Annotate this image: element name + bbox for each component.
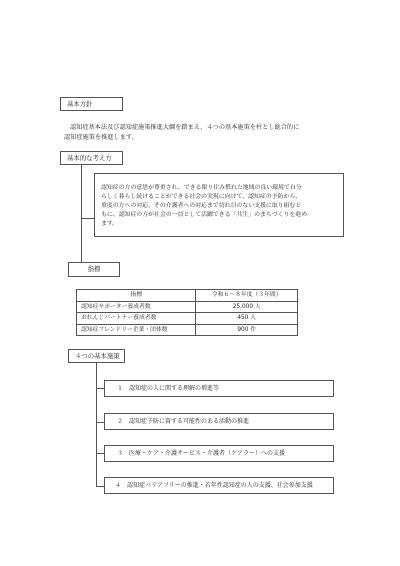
indicator-name: おれんじパートナー養成者数	[77, 313, 196, 325]
basic-policy-heading-box	[60, 97, 123, 111]
intro-line-1: 認知症基本法及び認知症施策推進大綱を踏まえ、４つの基本施策を柱とし総合的に	[70, 124, 300, 131]
table-header-row	[77, 290, 298, 302]
indicators-table-wrap	[76, 289, 298, 335]
table-row	[77, 324, 298, 336]
indicator-value: 900 件	[196, 324, 298, 336]
indicator-name: 認知症サポーター養成者数	[77, 301, 196, 313]
policy-connector-line	[96, 422, 104, 423]
policy-item-2	[104, 413, 334, 430]
basic-concept-heading-box	[60, 151, 123, 165]
policy-label: ２ 認知症予防に資する可能性のある活動の推進	[117, 418, 250, 425]
column-header: 令和６～８年度（３年間）	[196, 290, 298, 302]
indicators-heading: 指標	[87, 265, 101, 273]
concept-line: らしく暮らし続けることができる社会の実現に向けて、認知症の予防から、	[101, 194, 302, 200]
policy-connector-line	[96, 486, 104, 487]
policy-label: １ 認知症の人に関する理解の増進等	[117, 385, 220, 392]
column-header: 指標	[77, 290, 196, 302]
indicators-heading-box	[68, 262, 120, 277]
table-row	[77, 301, 298, 313]
policy-connector-line	[96, 453, 104, 454]
intro-line-2: 認知症施策を推進します。	[64, 133, 138, 141]
indicator-name: 認知症フレンドリー企業・団体数	[77, 324, 196, 336]
indicator-value: 25,000 人	[196, 301, 298, 313]
policy-item-3	[104, 445, 334, 462]
indicators-table	[76, 289, 298, 336]
connector-line	[81, 218, 94, 219]
concept-line: 認知症の方の意思が尊重され、できる限り住み慣れた地域の良い環境で自分	[101, 185, 302, 191]
connector-line	[81, 165, 82, 262]
four-policies-heading-box	[68, 349, 125, 363]
policy-label: ３ 医療・ケア・介護サービス・介護者（ケアラー）への支援	[117, 450, 286, 457]
policy-item-4	[104, 477, 334, 494]
policy-label: ４ 認知症バリアフリーの推進・若年性認知症の人の支援、社会参加支援	[115, 482, 313, 489]
basic-policy-intro	[64, 123, 370, 142]
basic-concept-heading: 基本的な考え方	[67, 154, 112, 162]
indicator-value: 450 人	[196, 313, 298, 325]
policy-connector-line	[96, 363, 97, 486]
concept-line: もに、認知症の方が社会の一員として活躍できる「共生」のまちづくりを進め	[101, 212, 308, 218]
policy-item-1	[104, 380, 334, 397]
four-policies-heading: ４つの基本施策	[75, 352, 120, 360]
policy-connector-line	[96, 388, 104, 389]
table-row	[77, 313, 298, 325]
concept-line: 重度の方への対応、その介護者への対応まで切れ目のない支援に取り組むと	[101, 203, 302, 209]
basic-concept-box	[94, 173, 344, 237]
basic-policy-heading: 基本方針	[67, 100, 93, 108]
concept-line: ます。	[101, 221, 119, 227]
